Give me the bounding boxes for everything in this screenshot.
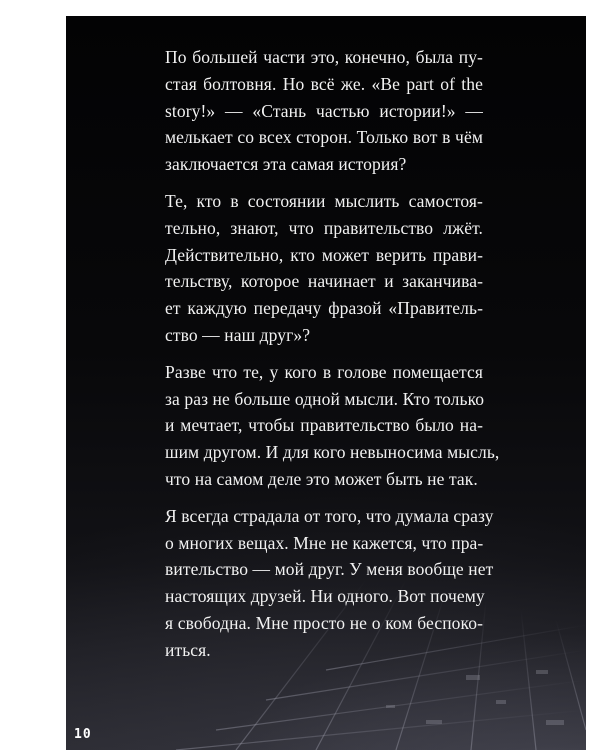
- text-line: стая болтовня. Но всё же. «Be part of the: [165, 73, 483, 94]
- text-line: ет каждую передачу фразой «Правитель-: [165, 298, 483, 319]
- text-line: мелькает со всех сторон. Только вот в чём: [165, 127, 483, 148]
- text-line: Разве что те, у кого в голове помещается: [165, 361, 483, 382]
- text-line: шим другом. И для кого невыносима мысль,: [165, 442, 500, 463]
- text-line: что на самом деле это может быть не так.: [165, 468, 478, 489]
- text-line: Я всегда страдала от того, что думала сразу: [165, 505, 494, 526]
- paragraph-1: [145, 44, 483, 178]
- text-line: Действительно, кто может верить прави-: [165, 244, 483, 265]
- paragraph-4: [145, 503, 494, 664]
- text-line: настоящих друзей. Ни одного. Вот почему: [165, 586, 485, 607]
- text-line: за раз не больше одной мысли. Кто только: [165, 388, 485, 409]
- text-line: По большей части это, конечно, была пу-: [165, 47, 483, 67]
- text-line: я свободна. Мне просто не о ком беспоко-: [165, 612, 483, 633]
- text-line: о многих вещах. Мне не кажется, что пра-: [165, 532, 484, 553]
- text-line: Те, кто в состоянии мыслить самостоя-: [165, 190, 483, 211]
- paragraph-3: [145, 359, 500, 493]
- page-number: 10: [74, 727, 92, 742]
- text-line: тельно, знают, что правительство лжёт.: [165, 217, 483, 238]
- text-line: заключается эта самая история?: [165, 154, 407, 175]
- body-text: [145, 44, 500, 674]
- text-line: и мечтает, чтобы правительство было на-: [165, 415, 483, 436]
- book-page: [66, 16, 586, 750]
- text-line: story!» — «Стань частью истории!» —: [165, 100, 483, 121]
- text-line: иться.: [165, 639, 211, 660]
- text-line: вительство — мой друг. У меня вообще нет: [165, 559, 494, 580]
- text-line: ство — наш друг»?: [165, 324, 311, 345]
- paragraph-2: [145, 188, 483, 349]
- text-line: тельству, которое начинает и заканчива-: [165, 271, 483, 292]
